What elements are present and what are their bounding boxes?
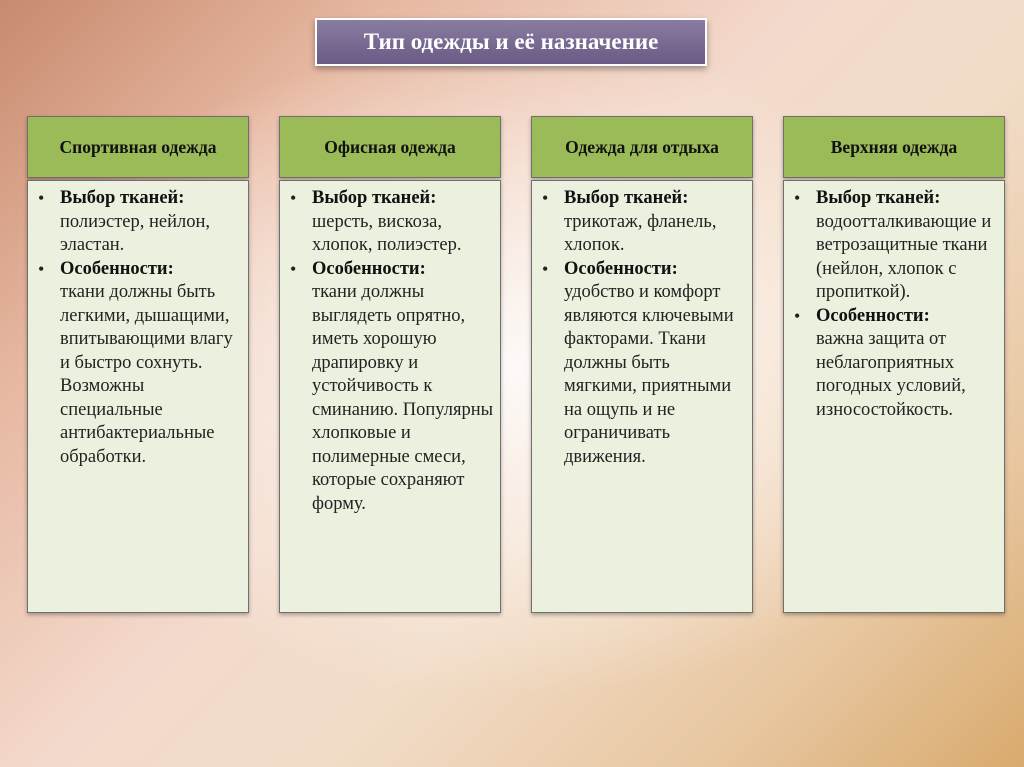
bullet-fabrics bbox=[564, 187, 746, 258]
column-body bbox=[27, 180, 249, 613]
fabrics-label: Выбор тканей: bbox=[816, 188, 941, 208]
bullet-fabrics bbox=[816, 187, 998, 305]
fabrics-text: трикотаж, фланель, хлопок. bbox=[564, 211, 717, 255]
features-text: удобство и комфорт являются ключевыми факторами. Ткани должны быть мягкими, приятными на ощупь и не ограничивать движения. bbox=[564, 282, 734, 467]
fabrics-text: водоотталкивающие и ветрозащитные ткани (нейлон, хлопок с пропиткой). bbox=[816, 211, 992, 302]
bullet-features bbox=[564, 258, 746, 470]
column-office-clothing bbox=[279, 116, 501, 613]
column-heading: Офисная одежда bbox=[279, 116, 501, 178]
fabrics-text: полиэстер, нейлон, эластан. bbox=[60, 211, 211, 255]
fabrics-label: Выбор тканей: bbox=[312, 188, 437, 208]
column-heading: Спортивная одежда bbox=[27, 116, 249, 178]
features-text: ткани должны быть легкими, дышащими, впитывающими влагу и быстро сохнуть. Возможны специальные антибактериальные обработки. bbox=[60, 282, 233, 467]
bullet-features bbox=[60, 258, 242, 470]
column-leisure-clothing bbox=[531, 116, 753, 613]
fabrics-label: Выбор тканей: bbox=[564, 188, 689, 208]
column-body bbox=[279, 180, 501, 613]
column-body bbox=[783, 180, 1005, 613]
column-heading: Верхняя одежда bbox=[783, 116, 1005, 178]
bullet-fabrics bbox=[312, 187, 494, 258]
bullet-features bbox=[816, 305, 998, 423]
features-text: ткани должны выглядеть опрятно, иметь хорошую драпировку и устойчивость к сминанию. Популярны хлопковые и полимерные смеси, которые сохраняют форму. bbox=[312, 282, 494, 514]
bullet-list bbox=[286, 187, 494, 516]
bullet-list bbox=[790, 187, 998, 422]
column-outerwear bbox=[783, 116, 1005, 613]
features-label: Особенности: bbox=[312, 258, 426, 279]
slide-title: Тип одежды и её назначение bbox=[315, 18, 707, 66]
features-label: Особенности: bbox=[564, 258, 678, 279]
fabrics-label: Выбор тканей: bbox=[60, 188, 185, 208]
column-sport-clothing bbox=[27, 116, 249, 613]
column-heading: Одежда для отдыха bbox=[531, 116, 753, 178]
features-label: Особенности: bbox=[60, 258, 174, 279]
bullet-fabrics bbox=[60, 187, 242, 258]
fabrics-text: шерсть, вискоза, хлопок, полиэстер. bbox=[312, 211, 462, 255]
features-text: важна защита от неблагоприятных погодных условий, износостойкость. bbox=[816, 329, 966, 420]
bullet-features bbox=[312, 258, 494, 517]
bullet-list bbox=[34, 187, 242, 469]
features-label: Особенности: bbox=[816, 305, 930, 326]
column-body bbox=[531, 180, 753, 613]
bullet-list bbox=[538, 187, 746, 469]
